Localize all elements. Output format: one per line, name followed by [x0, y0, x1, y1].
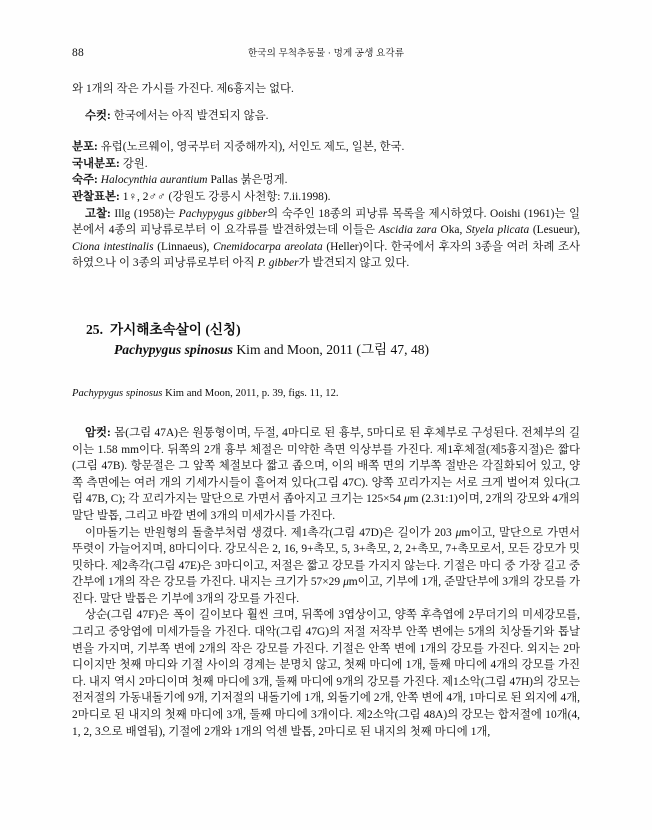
- specimens-text: 1♀, 2♂♂ (강원도 강릉시 사천항: 7.ii.1998).: [122, 190, 331, 203]
- running-title: 한국의 무척추동물 · 멍게 공생 요각류: [247, 48, 405, 59]
- remarks-sci-1: Pachypygus gibber: [178, 207, 268, 220]
- remarks-sci-3: Styela plicata: [466, 224, 530, 237]
- host-label: 숙주:: [72, 174, 98, 187]
- remarks-label: 고찰:: [85, 207, 111, 220]
- remarks-sci-4: Ciona intestinalis: [72, 240, 154, 253]
- remarks-seg-6: (Heller)이다. 한국에서 후자의 3종을 여러 차례 조사하였으나 이 3종의 피낭류로부터 아직: [72, 240, 581, 270]
- micrometer-symbol-3: μ: [343, 576, 349, 589]
- description-paragraph-2: [72, 525, 580, 608]
- specimens-label: 관찰표본:: [72, 190, 120, 203]
- remarks-sci-2: Ascidia zara: [378, 224, 437, 237]
- continued-paragraph-text: 와 1개의 작은 가시를 가진다. 제6흉지는 없다.: [72, 83, 294, 95]
- micrometer-symbol-2: μ: [455, 526, 462, 539]
- male-entry-text: 한국에서는 아직 발견되지 않음.: [113, 109, 269, 122]
- korean-distribution-entry: [72, 156, 580, 173]
- synonymy-line: [72, 386, 580, 401]
- specimens-entry: [72, 189, 580, 206]
- remarks-seg-2: 의 숙주인 18종의 피낭류 목록을 제시하였다. Ooishi (1961)는 일본에서 4종의 피낭류로부터 이 요각류를 발견하였는데 이들은: [72, 207, 580, 237]
- remarks-seg-4: (Lesueur),: [529, 224, 580, 237]
- continued-paragraph: [72, 81, 580, 98]
- page-content: [72, 46, 580, 740]
- page-number: 88: [72, 47, 84, 59]
- species-heading: [72, 320, 580, 360]
- description-p2-part-c: m이고, 기부에 1개, 준말단부에 3개의 강모를 가진다. 말단 발톱은 기부에 3개의 강모를 가진다.: [72, 576, 580, 605]
- species-heading-latin-line: [72, 340, 580, 360]
- micrometer-symbol-1: μ: [403, 493, 410, 506]
- description-p1-part-b: m (2.31:1)이며, 2개의 강모와 4개의 말단 발톱, 그리고 바깥 변에 3개의 미세가시를 가진다.: [72, 493, 580, 522]
- distribution-label: 분포:: [72, 141, 98, 154]
- remarks-seg-3: Oka,: [436, 224, 466, 237]
- male-entry: [72, 108, 580, 125]
- description-p1-part-a: 몸(그림 47A)은 원통형이며, 두절, 4마디로 된 흉부, 5마디로 된 후체부로 구성된다. 전체부의 길이는 1.58 mm이다. 뒤쪽의 2개 흉부 체절은 미약한 측면 익상부를 가진다. 제1후체절(제5흉지절)은 짧다(그림 47B). 항문절은 그 앞쪽 체절보다 짧고 좁으며, 이의 배쪽 면의 기부쪽 절반은 각질화되어 있고, 양쪽 측면에는 여러 개의 기세가시들이 흩어져 있다(그림 47C). 양쪽 꼬리가지는 서로 크게 벌어져 있다(그림 47B, C); 각 꼬리가지는 말단으로 가면서 좁아지고 크기는 125×54: [72, 426, 580, 506]
- species-scientific-name: Pachypygus spinosus: [114, 341, 233, 357]
- description-paragraph-1: [72, 425, 580, 525]
- male-entry-label: 수컷:: [85, 109, 111, 122]
- host-authority: Pallas 붉은멍게.: [207, 174, 288, 187]
- remarks-seg-7: 가 발견되지 않고 있다.: [298, 257, 410, 270]
- host-entry: [72, 172, 580, 189]
- description-block: [72, 425, 580, 740]
- remarks-paragraph: [72, 206, 580, 272]
- synonymy-scientific-name: Pachypygus spinosus: [72, 387, 163, 399]
- korean-distribution-label: 국내분포:: [72, 157, 120, 170]
- remarks-seg-5: (Linnaeus),: [153, 240, 214, 253]
- species-heading-korean-line: [72, 320, 580, 340]
- description-paragraph-3: [72, 607, 580, 740]
- distribution-entry: [72, 139, 580, 156]
- running-head: [72, 46, 580, 66]
- female-label: 암컷:: [85, 426, 111, 439]
- description-p2-part-b: m이고, 말단으로 가면서 뚜렷이 가늘어지며, 8마디이다. 강모식은 2, 16, 9+촉모, 5, 3+촉모, 2, 2+촉모, 7+촉모로서, 모든 강모가 밋밋하다. 제2촉각(그림 47E)은 3마디이고, 저절은 짧고 강모를 가지지 않는다. 기절은 마디 중 가장 길고 중간부에 1개의 작은 강모를 가진다. 내지는 크기가 57×29: [72, 526, 580, 589]
- species-number: 25.: [86, 321, 103, 337]
- remarks-sci-5: Cnemidocarpa areolata: [213, 240, 323, 253]
- remarks-sci-6: P. gibber: [257, 257, 299, 270]
- remarks-seg-1: Illg (1958)는: [110, 207, 179, 220]
- description-p2-part-a: 이마돌기는 반원형의 돌출부처럼 생겼다. 제1촉각(그림 47D)은 길이가 203: [85, 526, 456, 539]
- host-scientific-name: Halocynthia aurantium: [100, 174, 208, 187]
- description-p3-text: 상순(그림 47F)은 폭이 길이보다 훨씬 크며, 뒤쪽에 3엽상이고, 양쪽 후측엽에 2무더기의 미세강모를, 그리고 중앙엽에 미세가들을 가진다. 대악(그림 47G)의 저절 저작부 안쪽 변에는 5개의 치상돌기와 톱날변을 가지며, 기부쪽 변에 2개의 작은 강모를 가진다. 기절은 안쪽 변에 1개의 강모를 가진다. 외지는 2마디이지만 첫째 마디와 기절 사이의 경계는 분명치 않고, 첫째 마디에 1개, 둘째 마디에 4개의 강모를 가진다. 내지 역시 2마디이며 첫째 마디에 3개, 둘째 마디에 9개의 강모를 가진다. 제1소악(그림 47H)의 강모는 전저절의 가동내돌기에 9개, 기저절의 내돌기에 1개, 외돌기에 2개, 안쪽 변에 4개, 1마디로 된 외지에 4개, 2마디로 된 내지의 첫째 마디에 3개, 둘째 마디에 3개이다. 제2소악(그림 48A)의 강모는 합저절에 10개(4, 1, 2, 3으로 배열됨), 기절에 2개와 1개의 억센 발톱, 2마디로 된 내지의 첫째 마디에 1개,: [72, 609, 580, 738]
- species-korean-name: 가시해초속살이 (신칭): [110, 321, 241, 337]
- distribution-text: 유럽(노르웨이, 영국부터 지중해까지), 서인도 제도, 일본, 한국.: [100, 141, 405, 154]
- synonymy-reference: Kim and Moon, 2011, p. 39, figs. 11, 12.: [162, 387, 339, 399]
- korean-distribution-text: 강원.: [122, 157, 148, 170]
- species-authority: Kim and Moon, 2011 (그림 47, 48): [232, 341, 430, 357]
